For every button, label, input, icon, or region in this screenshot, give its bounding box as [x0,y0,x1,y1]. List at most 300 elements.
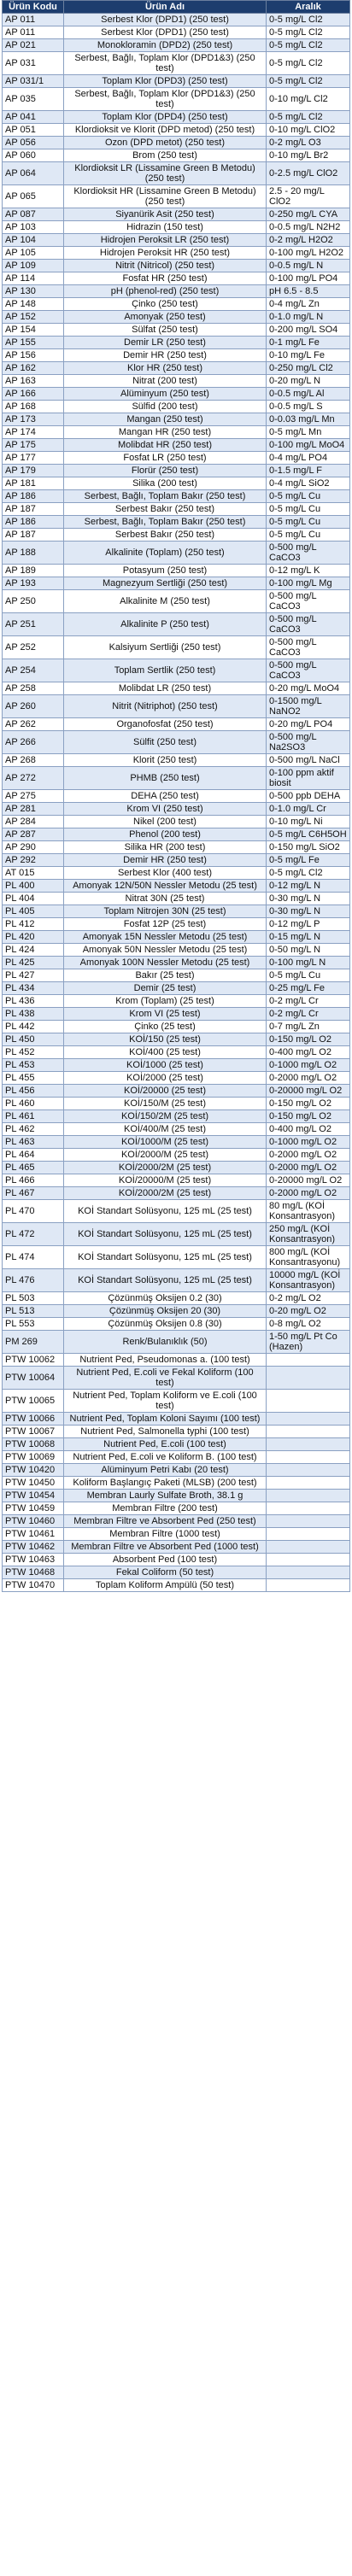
range-cell: 1-50 mg/L Pt Co (Hazen) [267,1331,350,1354]
table-row [3,477,350,490]
product-name-cell: Klordioksit LR (Lissamine Green B Metodu) (250 test) [64,162,267,185]
product-code-cell: AP 065 [3,185,64,208]
product-code-cell: AP 179 [3,465,64,477]
product-name-cell: KOİ/1000 (25 test) [64,1059,267,1072]
product-name-cell: Demir LR (250 test) [64,337,267,349]
range-cell: 80 mg/L (KOİ Konsantrasyon) [267,1200,350,1223]
range-cell: 0-10 mg/L Fe [267,349,350,362]
product-code-cell: AP 251 [3,613,64,636]
table-row [3,465,350,477]
product-name-cell: Serbest Bakır (250 test) [64,529,267,542]
product-code-cell: PL 424 [3,944,64,957]
product-name-cell: Krom VI (25 test) [64,1008,267,1021]
product-code-cell: AP 163 [3,375,64,388]
product-name-cell: Demir (25 test) [64,982,267,995]
product-code-cell: AP 284 [3,816,64,828]
table-row [3,969,350,982]
product-code-cell: AP 051 [3,124,64,137]
product-code-cell: PL 460 [3,1098,64,1110]
product-name-cell: Toplam Sertlik (250 test) [64,659,267,682]
product-code-cell: PL 464 [3,1149,64,1162]
product-code-cell: AP 173 [3,413,64,426]
product-name-cell: KOİ/400 (25 test) [64,1046,267,1059]
product-code-cell: AP 064 [3,162,64,185]
range-cell [267,1390,350,1413]
table-row [3,1490,350,1502]
product-code-cell: AP 041 [3,111,64,124]
header-product-name: Ürün Adı [64,1,267,14]
product-name-cell: Mangan HR (250 test) [64,426,267,439]
product-name-cell: Silika HR (200 test) [64,841,267,854]
range-cell: 0-20 mg/L O2 [267,1305,350,1318]
range-cell: 0-5 mg/L C6H5OH [267,828,350,841]
range-cell: 0-1 mg/L Fe [267,337,350,349]
range-cell [267,1451,350,1464]
product-name-cell: Toplam Klor (DPD4) (250 test) [64,111,267,124]
range-cell [267,1413,350,1426]
product-name-cell: Membran Filtre (1000 test) [64,1528,267,1541]
table-row [3,1331,350,1354]
table-row [3,1566,350,1579]
product-name-cell: Serbest, Bağlı, Toplam Bakır (250 test) [64,490,267,503]
range-cell: 0-5 mg/L Cu [267,969,350,982]
product-name-cell: Nutrient Ped, Toplam Koloni Sayımı (100 test) [64,1413,267,1426]
product-name-cell: Membran Filtre ve Absorbent Ped (250 test) [64,1515,267,1528]
range-cell: 10000 mg/L (KOİ Konsantrasyon) [267,1269,350,1292]
product-name-cell: Demir HR (250 test) [64,349,267,362]
range-cell: 0-10 mg/L ClO2 [267,124,350,137]
product-name-cell: KOİ/150/2M (25 test) [64,1110,267,1123]
product-code-cell: PTW 10450 [3,1477,64,1490]
product-code-cell: AP 287 [3,828,64,841]
product-name-cell: Klorit (250 test) [64,754,267,767]
product-code-cell: AP 035 [3,88,64,111]
range-cell [267,1502,350,1515]
product-code-cell: PTW 10461 [3,1528,64,1541]
table-row [3,503,350,516]
product-code-cell: PL 436 [3,995,64,1008]
range-cell: 0-20 mg/L MoO4 [267,682,350,695]
table-row [3,362,350,375]
product-code-cell: PTW 10069 [3,1451,64,1464]
product-name-cell: Sülfit (250 test) [64,731,267,754]
product-name-cell: Alüminyum Petri Kabı (20 test) [64,1464,267,1477]
table-row [3,272,350,285]
product-code-cell: PL 465 [3,1162,64,1174]
product-code-cell: PL 462 [3,1123,64,1136]
range-cell: 0-100 mg/L H2O2 [267,247,350,260]
range-cell [267,1541,350,1554]
product-name-cell: KOİ/2000/M (25 test) [64,1149,267,1162]
table-row [3,298,350,311]
product-code-cell: AP 031 [3,52,64,75]
product-name-cell: Kalsiyum Sertliği (250 test) [64,636,267,659]
range-cell: 0-4 mg/L PO4 [267,452,350,465]
range-cell: 0-0.5 mg/L N2H2 [267,221,350,234]
table-row [3,767,350,790]
product-code-cell: PTW 10066 [3,1413,64,1426]
range-cell: 0-20000 mg/L O2 [267,1174,350,1187]
table-row [3,577,350,590]
product-name-cell: Nutrient Ped, Pseudomonas a. (100 test) [64,1354,267,1367]
range-cell: 0-10 mg/L Cl2 [267,88,350,111]
product-code-cell: AP 174 [3,426,64,439]
table-row [3,1033,350,1046]
product-code-cell: PL 553 [3,1318,64,1331]
product-name-cell: Klordioksit HR (Lissamine Green B Metodu) (250 test) [64,185,267,208]
product-code-cell: PL 438 [3,1008,64,1021]
range-cell: 0-10 mg/L Br2 [267,149,350,162]
table-row [3,337,350,349]
product-code-cell: AP 104 [3,234,64,247]
range-cell: 0-2 mg/L H2O2 [267,234,350,247]
table-row [3,1318,350,1331]
product-code-cell: AP 188 [3,542,64,565]
product-code-cell: AP 177 [3,452,64,465]
range-cell: 0-7 mg/L Zn [267,1021,350,1033]
table-row [3,1136,350,1149]
product-name-cell: KOİ Standart Solüsyonu, 125 mL (25 test) [64,1200,267,1223]
range-cell: 0-1500 mg/L NaNO2 [267,695,350,718]
range-cell: 0-25 mg/L Fe [267,982,350,995]
product-code-cell: PL 453 [3,1059,64,1072]
table-row [3,137,350,149]
range-cell: 0-500 mg/L Na2SO3 [267,731,350,754]
range-cell: 0-5 mg/L Cu [267,516,350,529]
product-name-cell: Serbest Bakır (250 test) [64,503,267,516]
table-row [3,1477,350,1490]
product-name-cell: Nitrit (Nitriphot) (250 test) [64,695,267,718]
product-code-cell: AP 175 [3,439,64,452]
table-row [3,1085,350,1098]
range-cell: 0-2000 mg/L O2 [267,1072,350,1085]
table-row [3,1046,350,1059]
product-name-cell: Fosfat 12P (25 test) [64,918,267,931]
range-cell: 0-12 mg/L N [267,880,350,893]
range-cell: 0-150 mg/L SiO2 [267,841,350,854]
product-code-cell: AP 166 [3,388,64,401]
product-code-cell: PL 472 [3,1223,64,1246]
range-cell: 0-0.03 mg/L Mn [267,413,350,426]
range-cell: 0-500 mg/L CaCO3 [267,659,350,682]
product-name-cell: Absorbent Ped (100 test) [64,1554,267,1566]
product-name-cell: Nitrat (200 test) [64,375,267,388]
table-row [3,1541,350,1554]
range-cell [267,1367,350,1390]
table-row [3,565,350,577]
product-code-cell: PL 412 [3,918,64,931]
product-code-cell: AP 250 [3,590,64,613]
range-cell: 0-100 mg/L PO4 [267,272,350,285]
table-row [3,1059,350,1072]
product-name-cell: KOİ/20000 (25 test) [64,1085,267,1098]
product-code-cell: AP 156 [3,349,64,362]
table-row [3,803,350,816]
table-row [3,88,350,111]
table-row [3,1413,350,1426]
table-row [3,1367,350,1390]
table-row [3,1200,350,1223]
product-name-cell: Sülfid (200 test) [64,401,267,413]
table-row [3,208,350,221]
product-code-cell: PL 461 [3,1110,64,1123]
table-row [3,1008,350,1021]
range-cell: 0-20 mg/L N [267,375,350,388]
product-name-cell: KOİ/400/M (25 test) [64,1123,267,1136]
table-row [3,590,350,613]
product-name-cell: pH (phenol-red) (250 test) [64,285,267,298]
range-cell: 0-250 mg/L CYA [267,208,350,221]
product-code-cell: AP 186 [3,490,64,503]
header-range: Aralık [267,1,350,14]
product-code-cell: PTW 10462 [3,1541,64,1554]
range-cell: 0-5 mg/L Cl2 [267,867,350,880]
product-name-cell: Monokloramin (DPD2) (250 test) [64,39,267,52]
product-name-cell: Serbest, Bağlı, Toplam Bakır (250 test) [64,516,267,529]
table-row [3,516,350,529]
product-code-cell: AP 021 [3,39,64,52]
product-name-cell: Nutrient Ped, E.coli (100 test) [64,1438,267,1451]
table-row [3,867,350,880]
product-code-cell: PL 404 [3,893,64,905]
table-row [3,1162,350,1174]
range-cell: 0-1.0 mg/L N [267,311,350,324]
product-name-cell: KOİ/1000/M (25 test) [64,1136,267,1149]
range-cell: 0-12 mg/L K [267,565,350,577]
product-name-cell: Amonyak (250 test) [64,311,267,324]
table-row [3,1223,350,1246]
range-cell: 0-150 mg/L O2 [267,1110,350,1123]
product-name-cell: Toplam Klor (DPD3) (250 test) [64,75,267,88]
product-name-cell: Sülfat (250 test) [64,324,267,337]
product-code-cell: AP 114 [3,272,64,285]
product-code-cell: PL 400 [3,880,64,893]
product-name-cell: Nutrient Ped, Salmonella typhi (100 test) [64,1426,267,1438]
product-code-cell: AP 056 [3,137,64,149]
product-name-cell: Membran Filtre (200 test) [64,1502,267,1515]
table-row [3,39,350,52]
product-code-cell: PL 463 [3,1136,64,1149]
product-code-cell: AP 011 [3,26,64,39]
product-code-cell: AP 152 [3,311,64,324]
range-cell: 2.5 - 20 mg/L ClO2 [267,185,350,208]
range-cell: 0-100 mg/L N [267,957,350,969]
product-code-cell: AP 268 [3,754,64,767]
table-row [3,311,350,324]
product-code-cell: AP 193 [3,577,64,590]
product-code-cell: AP 103 [3,221,64,234]
product-name-cell: KOİ/2000/2M (25 test) [64,1162,267,1174]
range-cell: 0-2 mg/L O3 [267,137,350,149]
range-cell: 0-10 mg/L Ni [267,816,350,828]
product-name-cell: Nutrient Ped, E.coli ve Fekal Koliform (100 test) [64,1367,267,1390]
product-code-cell: PTW 10470 [3,1579,64,1592]
product-name-cell: Çözünmüş Oksijen 20 (30) [64,1305,267,1318]
product-code-cell: PL 405 [3,905,64,918]
product-code-cell: PL 425 [3,957,64,969]
product-name-cell: Koliform Başlangıç Paketi (MLSB) (200 test) [64,1477,267,1490]
product-name-cell: Alkalinite M (250 test) [64,590,267,613]
product-name-cell: Nikel (200 test) [64,816,267,828]
table-row [3,957,350,969]
table-row [3,718,350,731]
range-cell: 0-0.5 mg/L Al [267,388,350,401]
range-cell: 0-5 mg/L Cl2 [267,26,350,39]
range-cell: 0-2 mg/L O2 [267,1292,350,1305]
table-row [3,14,350,26]
range-cell: 0-4 mg/L Zn [267,298,350,311]
table-row [3,731,350,754]
table-row [3,490,350,503]
product-name-cell: Nutrient Ped, Toplam Koliform ve E.coli (100 test) [64,1390,267,1413]
range-cell: 800 mg/L (KOİ Konsantrasyonu) [267,1246,350,1269]
product-name-cell: Fekal Coliform (50 test) [64,1566,267,1579]
table-row [3,905,350,918]
range-cell: 0-5 mg/L Cl2 [267,111,350,124]
table-row [3,324,350,337]
product-name-cell: Serbest Klor (DPD1) (250 test) [64,14,267,26]
table-row [3,1149,350,1162]
product-code-cell: PTW 10460 [3,1515,64,1528]
product-code-cell: AP 275 [3,790,64,803]
product-code-cell: AP 252 [3,636,64,659]
range-cell: 0-500 ppb DEHA [267,790,350,803]
product-name-cell: Silika (200 test) [64,477,267,490]
table-body [3,14,350,1592]
product-name-cell: Klor HR (250 test) [64,362,267,375]
range-cell [267,1528,350,1541]
range-cell [267,1579,350,1592]
product-code-cell: PL 467 [3,1187,64,1200]
product-name-cell: Membran Filtre ve Absorbent Ped (1000 test) [64,1541,267,1554]
table-row [3,1110,350,1123]
product-code-cell: PM 269 [3,1331,64,1354]
range-cell: 0-5 mg/L Fe [267,854,350,867]
range-cell: 0-0.5 mg/L S [267,401,350,413]
product-code-cell: AP 168 [3,401,64,413]
range-cell: 0-100 mg/L Mg [267,577,350,590]
range-cell: 0-500 mg/L CaCO3 [267,636,350,659]
table-row [3,828,350,841]
range-cell: 0-5 mg/L Cu [267,490,350,503]
range-cell: 250 mg/L (KOİ Konsantrasyon) [267,1223,350,1246]
header-row [3,1,350,14]
product-name-cell: KOİ Standart Solüsyonu, 125 mL (25 test) [64,1269,267,1292]
product-code-cell: PTW 10067 [3,1426,64,1438]
table-row [3,401,350,413]
table-row [3,413,350,426]
table-row [3,1354,350,1367]
product-code-cell: PTW 10068 [3,1438,64,1451]
product-name-cell: Çözünmüş Oksijen 0.8 (30) [64,1318,267,1331]
product-name-cell: Serbest Klor (400 test) [64,867,267,880]
range-cell: 0-12 mg/L P [267,918,350,931]
product-code-cell: PL 470 [3,1200,64,1223]
range-cell: 0-100 ppm aktif biosit [267,767,350,790]
range-cell: 0-100 mg/L MoO4 [267,439,350,452]
product-name-cell: Alüminyum (250 test) [64,388,267,401]
product-name-cell: Çinko (250 test) [64,298,267,311]
range-cell [267,1354,350,1367]
table-row [3,1174,350,1187]
table-row [3,426,350,439]
table-row [3,1021,350,1033]
product-code-cell: PTW 10454 [3,1490,64,1502]
product-name-cell: Alkalinite (Toplam) (250 test) [64,542,267,565]
table-row [3,1098,350,1110]
range-cell [267,1566,350,1579]
product-code-cell: PL 503 [3,1292,64,1305]
product-name-cell: Klordioksit ve Klorit (DPD metod) (250 test) [64,124,267,137]
table-row [3,439,350,452]
range-cell: 0-200 mg/L SO4 [267,324,350,337]
product-name-cell: PHMB (250 test) [64,767,267,790]
product-code-cell: PL 456 [3,1085,64,1098]
range-cell: 0-5 mg/L Cl2 [267,75,350,88]
product-code-cell: AP 272 [3,767,64,790]
product-code-cell: PTW 10459 [3,1502,64,1515]
product-name-cell: KOİ Standart Solüsyonu, 125 mL (25 test) [64,1246,267,1269]
table-row [3,893,350,905]
table-row [3,659,350,682]
table-row [3,388,350,401]
product-code-cell: PL 434 [3,982,64,995]
table-row [3,1305,350,1318]
product-name-cell: Renk/Bulanıklık (50) [64,1331,267,1354]
product-code-cell: PTW 10064 [3,1367,64,1390]
product-name-cell: Molibdat HR (250 test) [64,439,267,452]
table-row [3,162,350,185]
product-name-cell: Toplam Koliform Ampülü (50 test) [64,1579,267,1592]
range-cell: 0-2000 mg/L O2 [267,1187,350,1200]
product-code-cell: AP 130 [3,285,64,298]
product-name-cell: Nitrat 30N (25 test) [64,893,267,905]
range-cell: 0-250 mg/L Cl2 [267,362,350,375]
range-cell: 0-1000 mg/L O2 [267,1059,350,1072]
product-name-cell: Çinko (25 test) [64,1021,267,1033]
table-row [3,1554,350,1566]
product-name-cell: Serbest, Bağlı, Toplam Klor (DPD1&3) (250 test) [64,52,267,75]
range-cell: 0-2 mg/L Cr [267,1008,350,1021]
product-name-cell: Amonyak 15N Nessler Metodu (25 test) [64,931,267,944]
range-cell [267,1490,350,1502]
range-cell [267,1515,350,1528]
table-row [3,841,350,854]
table-row [3,285,350,298]
range-cell: 0-2.5 mg/L ClO2 [267,162,350,185]
product-name-cell: Amonyak 50N Nessler Metodu (25 test) [64,944,267,957]
range-cell: 0-15 mg/L N [267,931,350,944]
table-row [3,682,350,695]
product-code-cell: PL 455 [3,1072,64,1085]
table-row [3,880,350,893]
range-cell: 0-1.0 mg/L Cr [267,803,350,816]
table-row [3,1515,350,1528]
product-name-cell: Hidrazin (150 test) [64,221,267,234]
product-code-cell: AP 258 [3,682,64,695]
range-cell: 0-8 mg/L O2 [267,1318,350,1331]
product-name-cell: Krom (Toplam) (25 test) [64,995,267,1008]
product-code-cell: AP 186 [3,516,64,529]
table-row [3,260,350,272]
range-cell: 0-500 mg/L CaCO3 [267,590,350,613]
table-row [3,931,350,944]
range-cell: 0-5 mg/L Cl2 [267,14,350,26]
table-row [3,26,350,39]
product-name-cell: Hidrojen Peroksit HR (250 test) [64,247,267,260]
range-cell: 0-5 mg/L Cu [267,529,350,542]
product-code-cell: PL 466 [3,1174,64,1187]
